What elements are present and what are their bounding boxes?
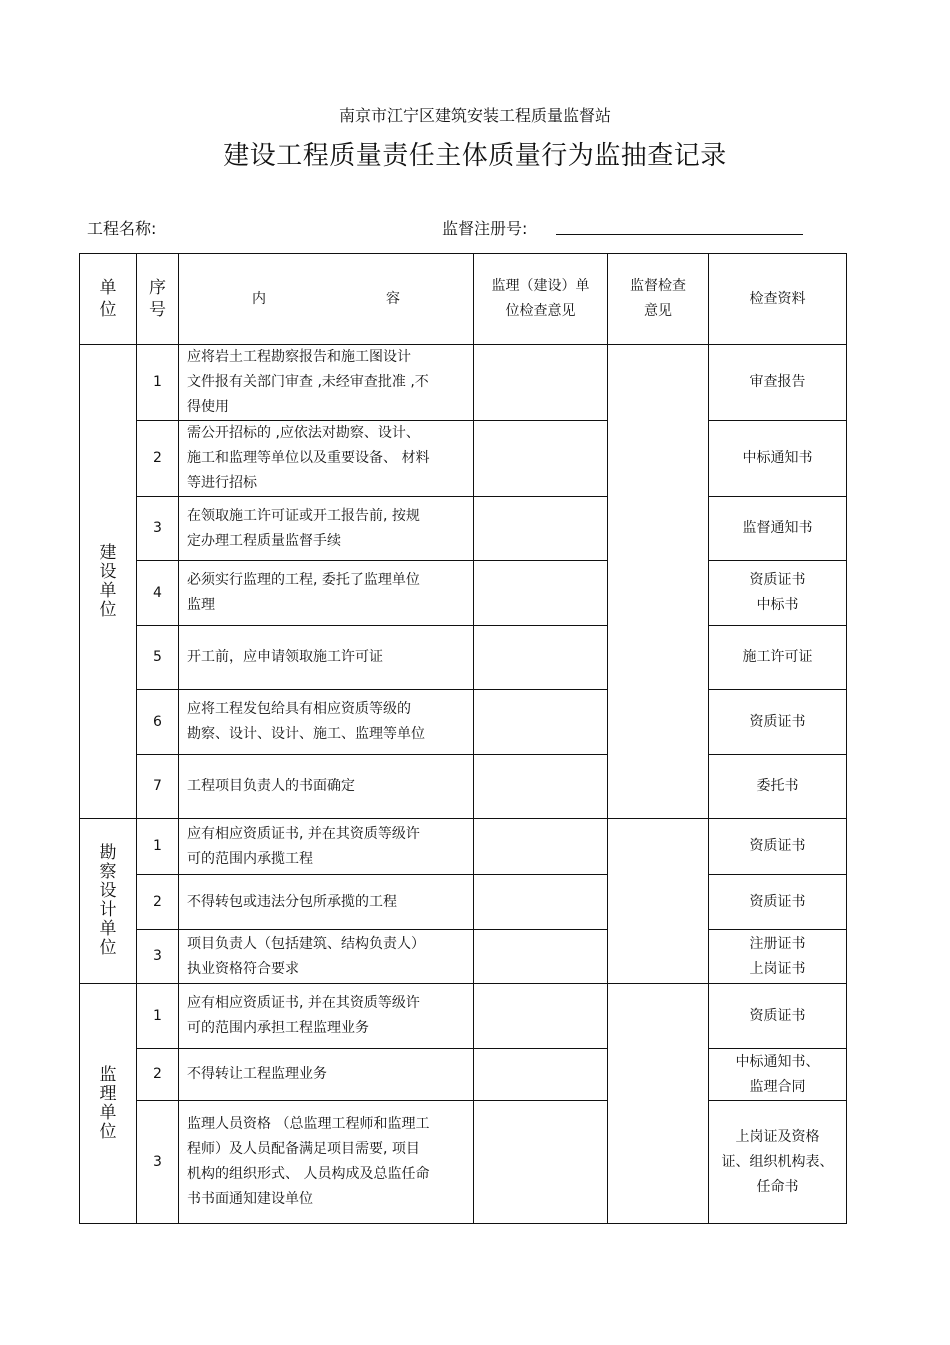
supervision-opinion-cell[interactable] [474, 875, 608, 930]
table-row [80, 875, 847, 930]
content-cell: 不得转让工程监理业务 [179, 1049, 474, 1101]
table-row [80, 1049, 847, 1101]
check-documents-cell: 监督通知书 [709, 497, 847, 561]
check-documents-cell: 中标通知书 [709, 421, 847, 497]
supervision-opinion-cell[interactable] [474, 345, 608, 421]
inspection-opinion-cell[interactable] [608, 819, 709, 984]
header-unit: 单 位 [80, 254, 137, 345]
seq-cell: 1 [137, 345, 179, 421]
content-cell: 不得转包或违法分包所承揽的工程 [179, 875, 474, 930]
seq-cell: 3 [137, 497, 179, 561]
check-documents-cell: 委托书 [709, 755, 847, 819]
content-cell: 必须实行监理的工程, 委托了监理单位 监理 [179, 561, 474, 626]
supervision-opinion-cell[interactable] [474, 561, 608, 626]
check-documents-cell: 注册证书 上岗证书 [709, 930, 847, 984]
table-header-row [80, 254, 847, 345]
seq-cell: 1 [137, 819, 179, 875]
seq-cell: 2 [137, 875, 179, 930]
supervision-opinion-cell[interactable] [474, 819, 608, 875]
inspection-opinion-cell[interactable] [608, 345, 709, 819]
supervision-opinion-cell[interactable] [474, 497, 608, 561]
content-cell: 需公开招标的 ,应依法对勘察、设计、 施工和监理等单位以及重要设备、 材料 等进行招标 [179, 421, 474, 497]
table-row [80, 819, 847, 875]
check-documents-cell: 资质证书 [709, 819, 847, 875]
table-row [80, 930, 847, 984]
table-row [80, 690, 847, 755]
check-documents-cell: 施工许可证 [709, 626, 847, 690]
table-row [80, 755, 847, 819]
header-seq: 序 号 [137, 254, 179, 345]
unit-cell: 监 理 单 位 [80, 984, 137, 1224]
seq-cell: 4 [137, 561, 179, 626]
header-content: 内 容 [179, 254, 474, 345]
content-cell: 项目负责人（包括建筑、结构负责人） 执业资格符合要求 [179, 930, 474, 984]
content-cell: 应将工程发包给具有相应资质等级的 勘察、设计、设计、施工、监理等单位 [179, 690, 474, 755]
supervision-opinion-cell[interactable] [474, 1049, 608, 1101]
registration-number-label: 监督注册号: [442, 219, 528, 238]
table-row [80, 984, 847, 1049]
inspection-opinion-cell[interactable] [608, 984, 709, 1224]
content-cell: 应将岩土工程勘察报告和施工图设计 文件报有关部门审查 ,未经审查批准 ,不 得使用 [179, 345, 474, 421]
check-documents-cell: 资质证书 [709, 984, 847, 1049]
seq-cell: 7 [137, 755, 179, 819]
seq-cell: 3 [137, 1101, 179, 1224]
seq-cell: 1 [137, 984, 179, 1049]
supervision-opinion-cell[interactable] [474, 930, 608, 984]
supervision-opinion-cell[interactable] [474, 1101, 608, 1224]
content-cell: 应有相应资质证书, 并在其资质等级许 可的范围内承担工程监理业务 [179, 984, 474, 1049]
inspection-table [79, 253, 847, 1224]
table-row [80, 626, 847, 690]
check-documents-cell: 上岗证及资格 证、组织机构表、 任命书 [709, 1101, 847, 1224]
check-documents-cell: 资质证书 [709, 690, 847, 755]
supervision-opinion-cell[interactable] [474, 984, 608, 1049]
project-name-label: 工程名称: [87, 219, 157, 238]
organization-name: 南京市江宁区建筑安装工程质量监督站 [338, 106, 611, 125]
check-documents-cell: 审查报告 [709, 345, 847, 421]
content-cell: 工程项目负责人的书面确定 [179, 755, 474, 819]
check-documents-cell: 资质证书 [709, 875, 847, 930]
seq-cell: 3 [137, 930, 179, 984]
content-cell: 在领取施工许可证或开工报告前, 按规 定办理工程质量监督手续 [179, 497, 474, 561]
content-cell: 应有相应资质证书, 并在其资质等级许 可的范围内承揽工程 [179, 819, 474, 875]
seq-cell: 2 [137, 421, 179, 497]
supervision-opinion-cell[interactable] [474, 626, 608, 690]
table-row [80, 421, 847, 497]
supervision-opinion-cell[interactable] [474, 690, 608, 755]
check-documents-cell: 资质证书 中标书 [709, 561, 847, 626]
content-cell: 开工前，应申请领取施工许可证 [179, 626, 474, 690]
check-documents-cell: 中标通知书、 监理合同 [709, 1049, 847, 1101]
content-cell: 监理人员资格 （总监理工程师和监理工 程师）及人员配备满足项目需要, 项目 机构的组织形式、 人员构成及总监任命 书书面通知建设单位 [179, 1101, 474, 1224]
registration-number-field[interactable] [556, 234, 803, 235]
header-check-documents: 检查资料 [709, 254, 847, 345]
table-row [80, 497, 847, 561]
supervision-opinion-cell[interactable] [474, 755, 608, 819]
unit-cell: 勘 察 设 计 单 位 [80, 819, 137, 984]
supervision-opinion-cell[interactable] [474, 421, 608, 497]
table-row [80, 1101, 847, 1224]
seq-cell: 5 [137, 626, 179, 690]
table-row [80, 561, 847, 626]
header-supervision-opinion: 监理（建设）单 位检查意见 [474, 254, 608, 345]
table-row [80, 345, 847, 421]
seq-cell: 6 [137, 690, 179, 755]
header-inspection-opinion: 监督检查 意见 [608, 254, 709, 345]
seq-cell: 2 [137, 1049, 179, 1101]
unit-cell: 建 设 单 位 [80, 345, 137, 819]
page-title: 建设工程质量责任主体质量行为监抽查记录 [223, 141, 727, 171]
